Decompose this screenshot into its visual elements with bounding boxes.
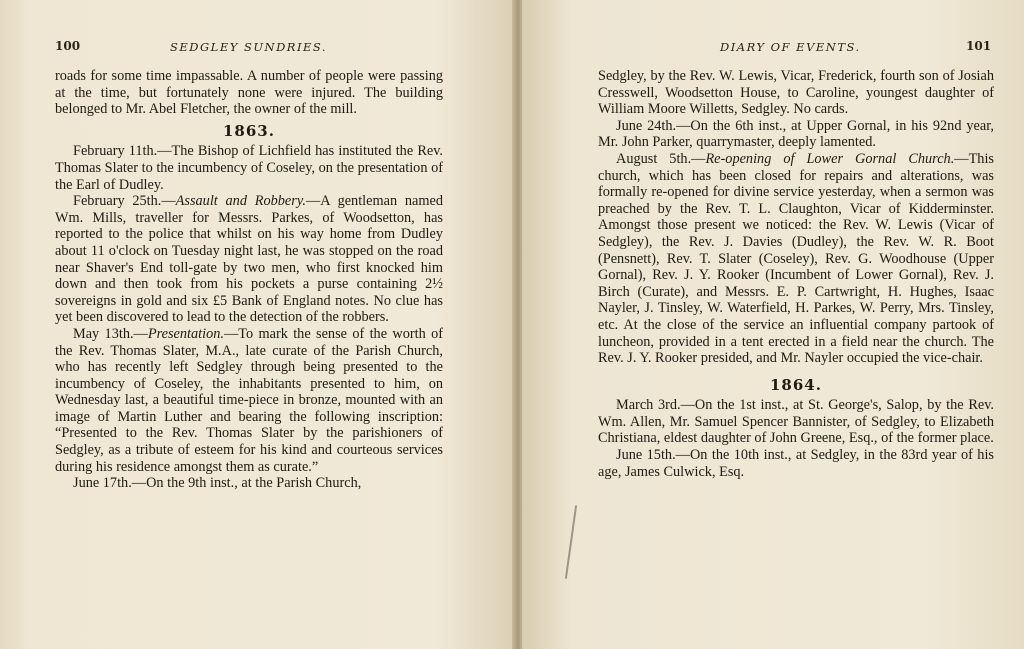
paragraph	[55, 326, 443, 475]
year-heading: 1864.	[770, 375, 822, 394]
entry-date: August 5th.—	[616, 150, 706, 167]
right-page	[522, 0, 1024, 649]
paragraph: June 17th.—On the 9th inst., at the Parish Church,	[73, 475, 362, 492]
entry-title: Assault and Robbery.	[175, 193, 306, 210]
pencil-mark	[565, 505, 577, 579]
entry-body: —This church, which has been closed for repairs and alterations, was formally re-opened for divine service yesterday, when a sermon was preached by the Rev. T. L. Claughton, Vicar of Kidderminster. Amongst those present we noticed: the Rev. W. Lewis (Vicar of Sedgley), the Rev. J. Davies (Dudley), the Rev. W. R. Boot (Pensnett), Rev. T. Slater (Coseley), Rev. G. Woodhouse (Upper Gornal), Rev. J. Y. Rooker (Incumbent of Lower Gornal), Rev. J. Birch (Curate), and Messrs. E. P. Cartwright, H. Hughes, Isaac Nayler, J. Tinsley, W. Waterfield, H. Parkes, W. Perry, Mrs. Tinsley, etc. At the close of the service an influential company partook of luncheon, provided in a tent erected in a field near the church. The Rev. J. Y. Rooker presided, and Mr. Nayler occupied the vice-chair.	[598, 150, 994, 367]
paragraph	[55, 193, 443, 326]
entry-date: February 25th.—	[73, 193, 176, 210]
entry-title: Re-opening of Lower Gornal Church.	[705, 150, 955, 167]
page-number: 101	[966, 39, 992, 53]
paragraph: June 15th.—On the 10th inst., at Sedgley, in the 83rd year of his age, James Culwick, Esq.	[598, 447, 994, 480]
entry-title: Presentation.	[147, 325, 224, 342]
entry-body: —To mark the sense of the worth of the Rev. Thomas Slater, M.A., late curate of the Parish Church, who has recently left Sedgley through being presented to the incumbency of Coseley, the inhabitants presented to him, on Wednesday last, a beautiful time-piece in bronze, mounted with an image of Martin Luther and bearing the following inscription: “Presented to the Rev. Thomas Slater by the parishioners of Sedgley, as a tribute of esteem for his kind and courteous services during his residence amongst them as curate.”	[55, 325, 443, 475]
paragraph: roads for some time impassable. A number of people were passing at the time, but fortunately none were injured. The building belonged to Mr. Abel Fletcher, the owner of the mill.	[55, 68, 443, 118]
running-head: SEDGLEY SUNDRIES.	[170, 40, 328, 54]
running-head: DIARY OF EVENTS.	[720, 40, 861, 54]
page-number: 100	[55, 39, 81, 53]
paragraph: February 11th.—The Bishop of Lichfield has instituted the Rev. Thomas Slater to the incumbency of Coseley, on the presentation of the Earl of Dudley.	[55, 143, 443, 193]
paragraph: June 24th.—On the 6th inst., at Upper Gornal, in his 92nd year, Mr. John Parker, quarrymaster, deeply lamented.	[598, 117, 994, 151]
paragraph	[598, 151, 994, 367]
year-heading: 1863.	[223, 121, 275, 140]
page-text	[55, 68, 443, 492]
paragraph: March 3rd.—On the 1st inst., at St. George's, Salop, by the Rev. Wm. Allen, Mr. Samuel Spencer Bannister, of Sedgley, to Elizabeth Christiana, eldest daughter of John Greene, Esq., of the former place.	[598, 397, 994, 447]
paragraph: Sedgley, by the Rev. W. Lewis, Vicar, Frederick, fourth son of Josiah Cresswell, Woodsetton House, to Caroline, youngest daughter of William Moore Willetts, Sedgley. No cards.	[598, 68, 994, 118]
entry-date: May 13th.—	[73, 325, 148, 342]
page-text	[598, 68, 994, 480]
entry-body: —A gentleman named Wm. Mills, traveller for Messrs. Parkes, of Woodsetton, has reported to the police that whilst on his way home from Dudley about 11 o'clock on Tuesday night last, he was stopped on the road near Shaver's End toll-gate by two men, who first knocked him down and then took from his pockets a purse containing 2½ sovereigns in gold and six £5 Bank of England notes. No clue has yet been discovered to lead to the detection of the robbers.	[55, 193, 443, 326]
